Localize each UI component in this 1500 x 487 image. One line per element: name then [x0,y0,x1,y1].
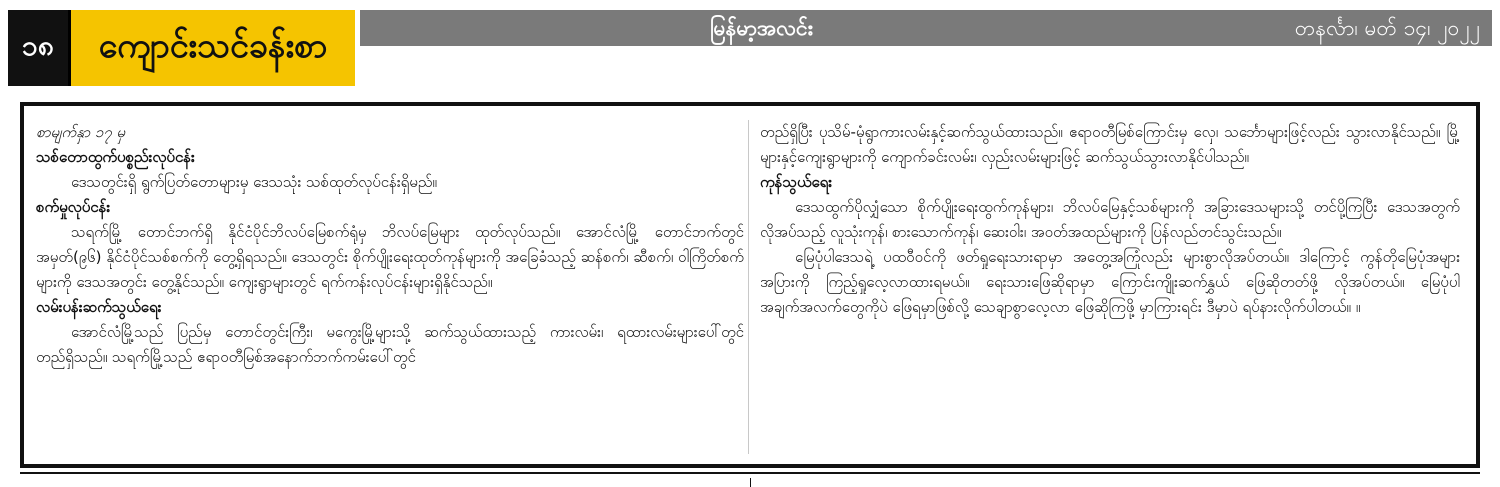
newspaper-name: မြန်မာ့အလင်း [710,16,813,40]
bottom-rule [20,472,1480,474]
issue-date: တနင်္လာ၊ မတ် ၁၄၊ ၂၀၂၂ [1294,16,1480,40]
paragraph-conclusion: မြေပုံပါဒေသရဲ့ ပထဝီဝင်ကို ဖတ်ရှုရေးသားရာမှာ အတွေ့အကြုံလည်း များစွာလိုအပ်တယ်။ ဒါကြောင့် ကွန်တိုမြေပုံအများအပြားကို ကြည့်ရှုလေ့လာထားရမယ်။ ရေးသားဖြေဆိုရာမှာ ကြောင်းကျိုးဆက်နွှယ် ဖြေဆိုတတ်ဖို့ လိုအပ်တယ်။ မြေပုံပါအချက်အလက်တွေကိုပဲ ဖြေရမှာဖြစ်လို့ သေချာစွာလေ့လာ ဖြေဆိုကြဖို့ မှာကြားရင်း ဒီမှာပဲ ရပ်နားလိုက်ပါတယ်။ ။ [760,248,1460,316]
bottom-center-tick [750,478,751,487]
paragraph-transport-continued: တည်ရှိပြီး ပုသိမ်-မုံရွာကားလမ်းနှင့်ဆက်သွယ်ထားသည်။ ဧရာဝတီမြစ်ကြောင်းမှ လှေ၊ သင်္ဘောများဖြင့်လည်း သွားလာနိုင်သည်။ မြို့များနှင့်ကျေးရွာများကို ကျောက်ခင်းလမ်း၊ လှည်းလမ်းများဖြင့် ဆက်သွယ်သွားလာနိုင်ပါသည်။ [760,123,1460,166]
paragraph-transport: အောင်လံမြို့သည် ပြည်မှ တောင်တွင်းကြီး၊ မကွေးမြို့များသို့ ဆက်သွယ်ထားသည့် ကားလမ်း၊ ရထားလမ်းများပေါ်တွင် တည်ရှိသည်။ သရက်မြို့သည် ဧရာဝတီမြစ်အနောက်ဘက်ကမ်းပေါ်တွင် [36,323,744,366]
paragraph-industry: သရက်မြို့ တောင်ဘက်ရှိ နိုင်ငံပိုင်ဘိလပ်မြေစက်ရုံမှ ဘိလပ်မြေများ ထုတ်လုပ်သည်။ အောင်လံမြို့ တောင်ဘက်တွင် အမှတ်(၉၆) နိုင်ငံပိုင်သစ်စက်ကို တွေ့ရှိရသည်။ ဒေသတွင်း စိုက်ပျိုးရေးထုတ်ကုန်များကို အခြေခံသည့် ဆန်စက်၊ ဆီစက်၊ ဝါကြိတ်စက်များကို ဒေသအတွင်း တွေ့နိုင်သည်။ ကျေးရွာများတွင် ရက်ကန်းလုပ်ငန်းများရှိနိုင်သည်။ [36,223,744,291]
article-left-column [36,120,744,370]
page-header [8,2,1492,88]
paragraph-trade: ဒေသထွက်ပိုလျှံသော စိုက်ပျိုးရေးထွက်ကုန်များ၊ ဘိလပ်မြေနှင့်သစ်များကို အခြားဒေသများသို့ တင်ပို့ကြပြီး ဒေသအတွက်လိုအပ်သည့် လူသုံးကုန်၊ စားသောက်ကုန်၊ ဆေးဝါး၊ အဝတ်အထည်များကို ပြန်လည်တင်သွင်းသည်။ [760,198,1460,241]
article-box [20,102,1480,468]
article-right-column [760,120,1460,320]
continued-from-label: စာမျက်နှာ ၁၇ မှ [36,123,126,141]
page-number: ၁၈ [8,10,68,86]
subheading-industry: စက်မှုလုပ်ငန်း [36,198,111,216]
paragraph-forest-products: ဒေသတွင်းရှိ ရွက်ပြတ်တောများမှ ဒေသသုံး သစ်ထုတ်လုပ်ငန်းရှိမည်။ [71,173,437,191]
column-divider [748,120,749,454]
section-title: ကျောင်းသင်ခန်းစာ [68,10,355,86]
subheading-trade: ကုန်သွယ်ရေး [760,173,833,191]
subheading-forest-products: သစ်တောထွက်ပစ္စည်းလုပ်ငန်း [36,148,195,166]
subheading-transport: လမ်းပန်းဆက်သွယ်ရေး [36,298,162,316]
header-strip [360,10,1492,46]
